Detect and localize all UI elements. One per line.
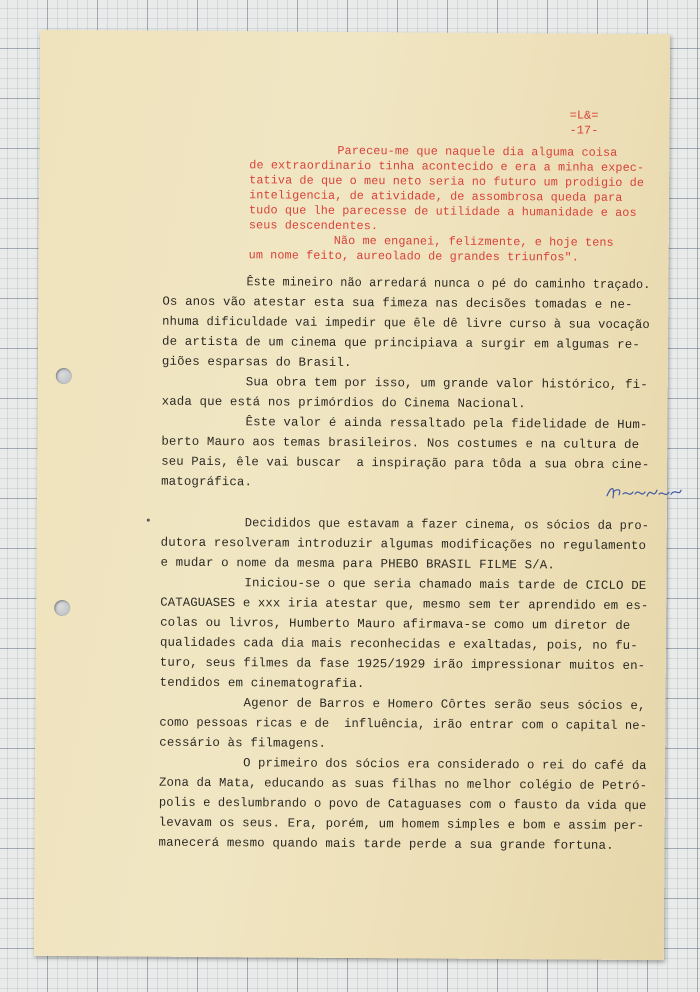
body-line: Sua obra tem por isso, um grande valor histórico, fi- (245, 375, 648, 393)
body-line: levavam os seus. Era, porém, um homem simples e bom e assim per- (158, 815, 645, 834)
body-line: cessário às filmagens. (159, 735, 327, 751)
body-line: manecerá mesmo quando mais tarde perde a sua grande fortuna. (158, 835, 614, 853)
quote-line: um nome feito, aureolado de grandes triunfos". (248, 248, 579, 265)
body-line: tendidos em cinematografia. (159, 675, 365, 692)
header-mark: =L&= (569, 108, 599, 123)
body-line: O primeiro dos sócios era considerado o rei do café da (243, 756, 647, 774)
document-page (34, 30, 670, 960)
quote-line: Não me enganei, felizmente, e hoje tens (333, 233, 614, 250)
body-line: Zona da Mata, educando as suas filhas no melhor colégio de Petró- (158, 775, 648, 794)
quote-line: tudo que lhe parecesse de utilidade a humanidade e aos (248, 203, 637, 220)
page-number: -17- (569, 123, 599, 138)
body-line: seu Pais, êle vai buscar a inspiração para tôda a sua obra cine- (161, 454, 650, 473)
body-line: nhuma dificuldade vai impedir que êle dê livre curso à sua vocação (162, 314, 650, 333)
body-line: como pessoas ricas e de influência, irão entrar com o capital ne- (159, 715, 648, 734)
quote-line: de extraordinario tinha acontecido e era a minha expec- (249, 158, 645, 176)
body-line: xada que está nos primórdios do Cinema Nacional. (161, 394, 526, 412)
body-line: turo, seus filmes da fase 1925/1929 irão impressionar muitos en- (159, 655, 646, 674)
margin-mark (147, 519, 150, 522)
body-line: qualidades cada dia mais reconhecidas e exaltadas, pois, no fu- (159, 635, 638, 653)
body-line: Iniciou-se o que seria chamado mais tarde de CICLO DE (244, 576, 647, 594)
body-line: Agenor de Barros e Homero Côrtes serão seus sócios e, (243, 696, 646, 714)
body-line: giões esparsas do Brasil. (161, 354, 352, 370)
punch-hole-lower (54, 600, 70, 616)
body-line: Os anos vão atestar esta sua fimeza nas decisões tomadas e ne- (162, 294, 633, 312)
quote-line: Pareceu-me que naquele dia alguma coisa (337, 143, 618, 160)
body-line: Decididos que estavam a fazer cinema, os sócios da pro- (244, 516, 650, 534)
quote-line: seus descendentes. (248, 218, 379, 234)
body-line: Êste mineiro não arredará nunca o pé do caminho traçado. (246, 275, 651, 293)
body-line: berto Mauro aos temas brasileiros. Nos costumes e na cultura de (161, 434, 640, 453)
punch-hole-upper (56, 368, 72, 384)
body-line: Êste valor é ainda ressaltado pela fidelidade de Hum- (245, 415, 648, 433)
body-line: dutora resolveram introduzir algumas modificações no regulamento (160, 535, 647, 554)
body-line: matográfica. (161, 474, 253, 490)
body-line: polis e deslumbrando o povo de Cataguases com o fausto da vida que (158, 795, 647, 814)
body-line: de artista de um cinema que principiava a surgir em algumas re- (162, 334, 641, 353)
body-line: CATAGUASES e xxx iria atestar que, mesmo sem ter aprendido em es- (160, 595, 649, 614)
quote-line: inteligencia, de atividade, de assombrosa queda para (249, 188, 623, 205)
quote-line: tativa de que o meu neto seria no futuro um prodigio de (249, 173, 645, 191)
body-line: e mudar o nome da mesma para PHEBO BRASIL FILME S/A. (160, 555, 556, 573)
body-line: colas ou livros, Humberto Mauro afirmava-se como um diretor de (160, 615, 631, 633)
